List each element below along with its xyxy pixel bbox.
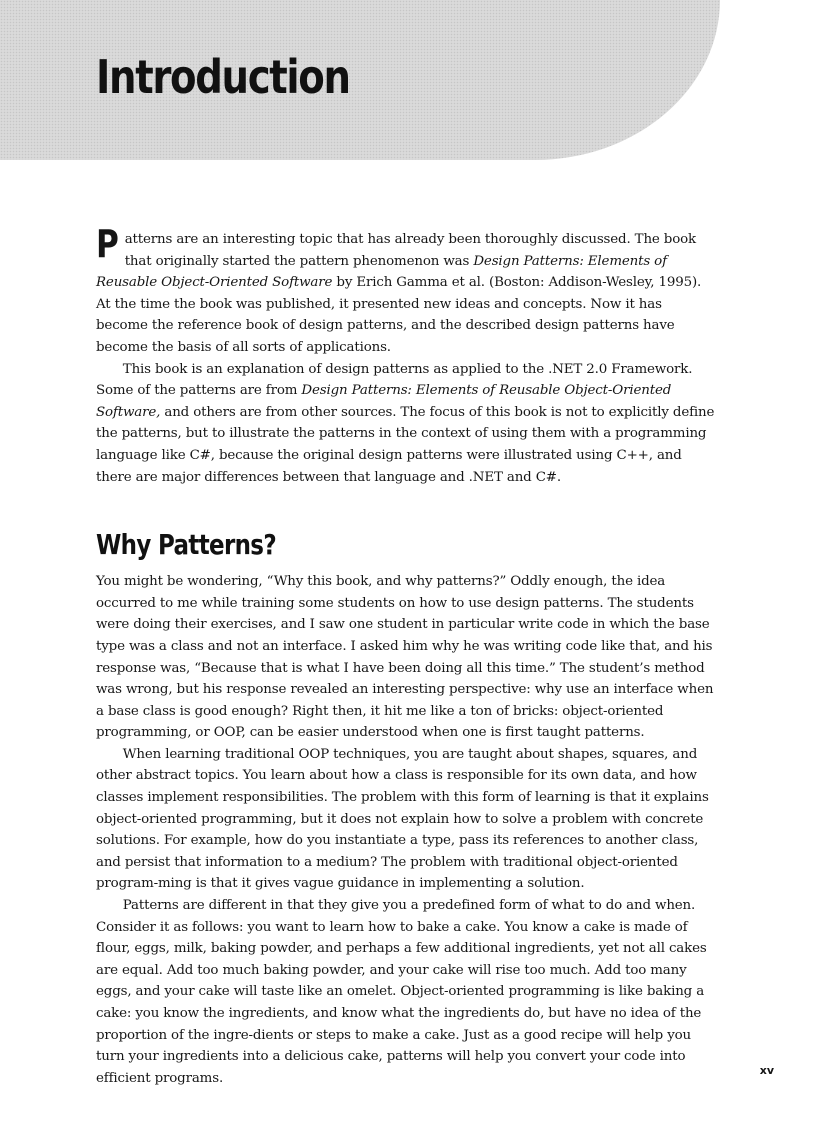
intro-paragraph-2 xyxy=(96,359,716,489)
intro-p2-text-a: This book is an explanation of design patterns as applied to the .NET 2.0 Framework. Some of the patterns are from xyxy=(96,361,693,399)
book-title-citation-2: Design Patterns: Elements of Reusable Object-Oriented Software, xyxy=(96,383,672,420)
page-number: xv xyxy=(759,1064,774,1077)
intro-p2-text-b: and others are from other sources. The focus of this book is not to explicitly define the patterns, but to illustrate the patterns in the context of using them with a programming language like C#, because the original design patterns were illustrated using C++, and there are major differences between that language and .NET and C#. xyxy=(96,404,715,485)
body-text xyxy=(96,222,716,1089)
intro-p1-text-a: atterns are an interesting topic that has already been thoroughly discussed. The book that originally started the pattern phenomenon was xyxy=(124,232,697,269)
section-heading-why-patterns: Why Patterns? xyxy=(96,528,276,562)
intro-p1-text-b: by Erich Gamma et al. (Boston: Addison-Wesley, 1995). At the time the book was published, it presented new ideas and concepts. Now it has become the reference book of design patterns, and the described design patterns have become the basis of all sorts of applications. xyxy=(96,275,702,355)
why-paragraph-3: Patterns are different in that they give you a predefined form of what to do and when. Consider it as follows: you want to learn how to bake a cake. You know a cake is made of flour, eggs, milk, baking powder, and perhaps a few additional ingredients, yet not all cakes are equal. Add too much baking powder, and your cake will rise too much. Add too many eggs, and your cake will taste like an omelet. Object-oriented programming is like baking a cake: you know the ingredients, and know what the ingredients do, but have no idea of the proportion of the ingre-dients or steps to make a cake. Just as a good recipe will help you turn your ingredients into a delicious cake, patterns will help you convert your code into efficient programs. xyxy=(96,898,707,1086)
book-title-citation: Design Patterns: Elements of Reusable Object-Oriented Software xyxy=(96,253,667,291)
why-paragraph-2: When learning traditional OOP techniques, you are taught about shapes, squares, and other abstract topics. You learn about how a class is responsible for its own data, and how classes implement responsibilities. The problem with this form of learning is that it explains object-oriented programming, but it does not explain how to solve a problem with concrete solutions. For example, how do you instantiate a type, pass its references to another class, and persist that information to a medium? The problem with traditional object-oriented program-ming is that it gives vague guidance in implementing a solution. xyxy=(96,746,709,892)
why-paragraph-1: You might be wondering, “Why this book, and why patterns?” Oddly enough, the idea occurred to me while training some students on how to use design patterns. The students were doing their exercises, and I saw one student in particular write code in which the base type was a class and not an interface. I asked him why he was writing code like that, and his response was, “Because that is what I have been doing all this time.” The student’s method was wrong, but his response revealed an interesting perspective: why use an interface when a base class is good enough? Right then, it hit me like a ton of bricks: object-oriented programming, or OOP, can be easier understood when one is first taught patterns. xyxy=(96,574,714,741)
intro-paragraph-1 xyxy=(96,222,716,359)
chapter-title: Introduction xyxy=(96,50,350,104)
drop-cap: P xyxy=(96,222,119,266)
